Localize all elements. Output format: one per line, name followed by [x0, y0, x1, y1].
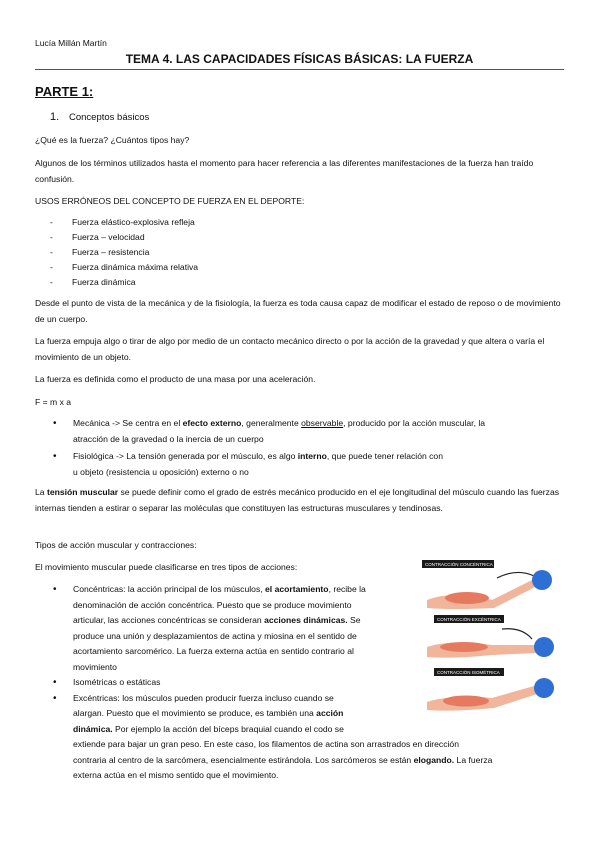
list-item: • Isométricas o estáticas: [35, 675, 575, 691]
isometric-label: CONTRACCIÓN ISOMÉTRICA: [437, 670, 500, 675]
list-item: - Fuerza elástico-explosiva refleja: [50, 215, 198, 230]
list-item: • Concéntricas: la acción principal de los músculos, el acortamiento, recibe la denominación de acción concéntrica. Puesto que se produce movimiento articular, las acciones concéntricas se consideran acciones dinámicas. Se produce una unión y desplazamientos de actina y miosina en el sentido de acortamiento sarcomérico. La fuerza externa actúa en sentido contrario al movimiento: [53, 584, 366, 672]
isometric-panel: [427, 668, 554, 711]
arrow-icon: [502, 629, 532, 639]
subsection-number: 1.: [50, 111, 60, 123]
bullet-icon: •: [53, 418, 57, 429]
intro-paragraph: Algunos de los términos utilizados hasta el momento para hacer referencia a las diferentes manifestaciones de la fuerza han traído confusión.: [35, 158, 534, 184]
list-item: - Fuerza dinámica máxima relativa: [50, 260, 198, 275]
section-heading: PARTE 1:: [35, 84, 94, 99]
list-item: • Mecánica -> Se centra en el efecto externo, generalmente observable, producido por la acción muscular, la atracción de la gravedad o la inercia de un cuerpo: [53, 418, 486, 444]
subsection-heading: [50, 111, 149, 123]
bullet-icon: •: [53, 692, 57, 704]
muscle-shape: [443, 696, 489, 707]
weight-icon: [534, 637, 554, 657]
document-title: TEMA 4. LAS CAPACIDADES FÍSICAS BÁSICAS: LA FUERZA: [125, 52, 474, 66]
bullet-icon: •: [53, 451, 57, 462]
definition-paragraph-1: Desde el punto de vista de la mecánica y de la fisiología, la fuerza es toda causa capaz de modificar el estado de reposo o de movimiento de un cuerpo.: [35, 298, 561, 324]
bullet-icon: •: [53, 584, 57, 595]
weight-icon: [532, 570, 552, 590]
definition-paragraph-2: La fuerza empuja algo o tirar de algo por medio de un contacto mecánico directo o por la acción de la gravedad y que altera o varía el movimiento de un objeto.: [35, 336, 545, 362]
question-paragraph: ¿Qué es la fuerza? ¿Cuántos tipos hay?: [35, 135, 190, 145]
list-item: • Excéntricas: los músculos pueden producir fuerza incluso cuando se alargan. Puesto que el movimiento se produce, es también una acción dinámica. Por ejemplo la acción del bíceps braquial cuando el codo se extiende para bajar un gran peso. En este caso, los filamentos de actina son arrastrados en dirección contraria al centro de la sarcómera, esencialmente estirándola. Los sarcómeros se están elogando. La fuerza externa actúa en el mismo sentido que el movimiento.: [53, 692, 493, 780]
tipos-paragraph: Tipos de acción muscular y contracciones:: [35, 540, 197, 550]
list-item: • Fisiológica -> La tensión generada por el músculo, es algo interno, que puede tener relación con u objeto (resistencia u oposición) externo o no: [53, 451, 443, 477]
list-item: - Fuerza dinámica: [50, 275, 198, 290]
eccentric-panel: [427, 615, 554, 658]
usos-list: [50, 215, 198, 290]
arrow-icon: [497, 572, 534, 578]
tension-paragraph: La tensión muscular se puede definir como el grado de estrés mecánico producido en el eje longitudinal del músculo cuando las fuerzas internas tienden a estirar o separar las moléculas que constituyen las estructuras musculares y tendinosas.: [35, 487, 560, 513]
concentric-panel: [422, 560, 552, 609]
formula: F = m x a: [35, 397, 72, 407]
muscle-shape: [440, 642, 488, 652]
clasif-paragraph: El movimiento muscular puede clasificarse en tres tipos de acciones:: [35, 562, 298, 572]
muscle-shape: [445, 592, 489, 604]
contraction-illustration: [422, 560, 567, 720]
author-name: Lucía Millán Martín: [35, 38, 107, 48]
concentric-label: CONTRACCIÓN CONCÉNTRICA: [425, 562, 493, 567]
usos-heading: USOS ERRÓNEOS DEL CONCEPTO DE FUERZA EN EL DEPORTE:: [35, 196, 305, 206]
bullet-icon: •: [53, 677, 57, 688]
weight-icon: [534, 678, 554, 698]
bullet-list-definitions: [35, 416, 565, 480]
list-item: - Fuerza – resistencia: [50, 245, 198, 260]
subsection-label: Conceptos básicos: [69, 112, 150, 123]
eccentric-label: CONTRACCIÓN EXCÉNTRICA: [437, 617, 501, 622]
title-rule: [35, 69, 564, 70]
definition-paragraph-3: La fuerza es definida como el producto de una masa por una aceleración.: [35, 374, 316, 384]
list-item: - Fuerza – velocidad: [50, 230, 198, 245]
